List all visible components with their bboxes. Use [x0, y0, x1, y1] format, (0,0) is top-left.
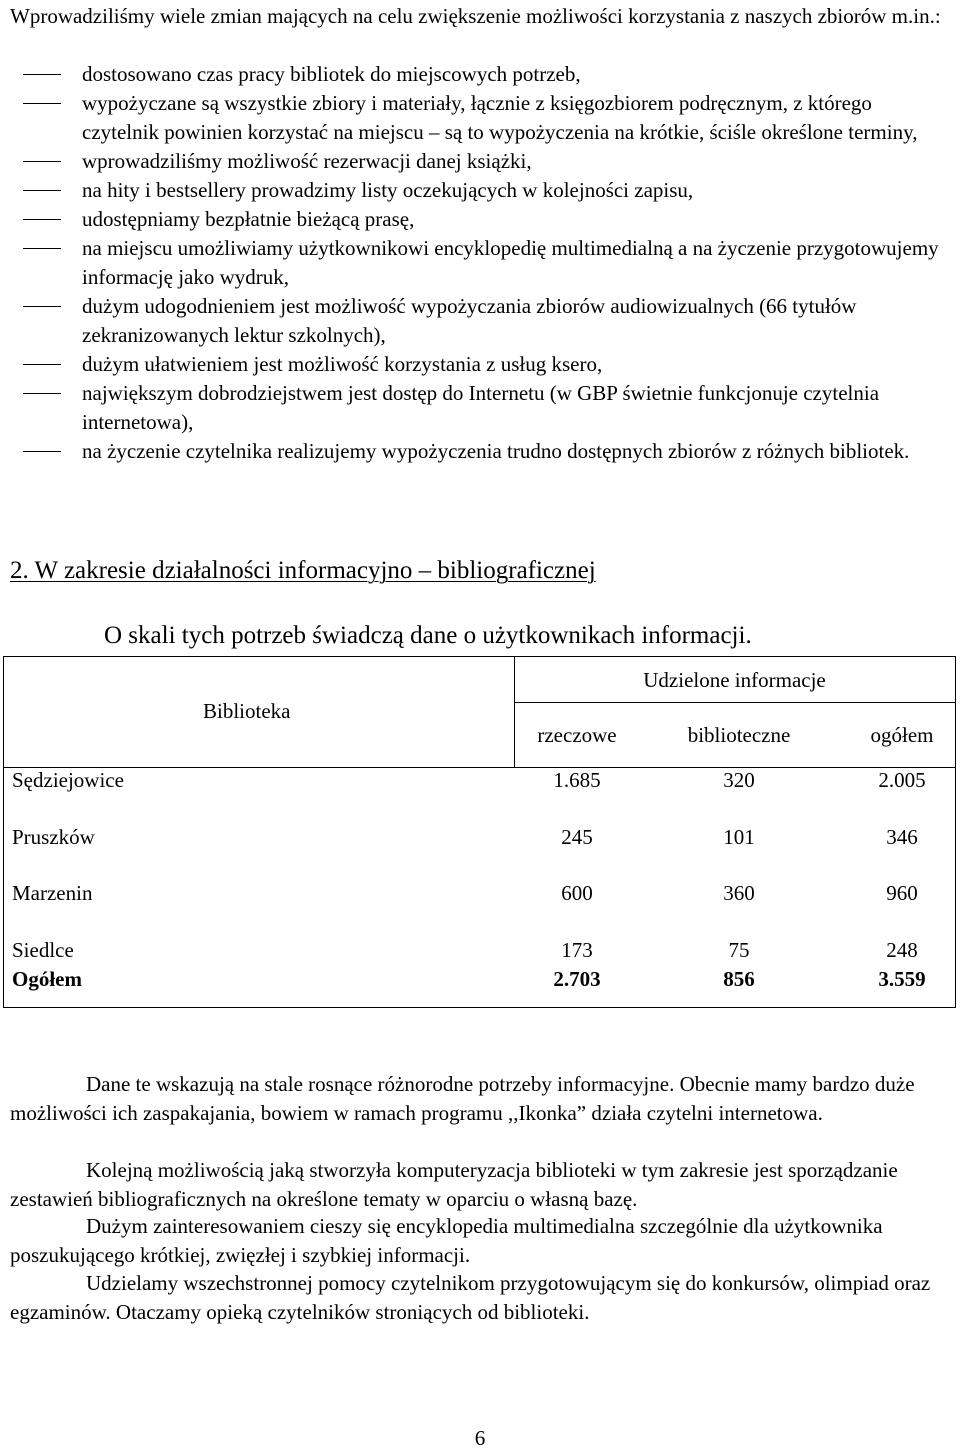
row-total: 248 [886, 938, 918, 962]
total-factual: 2.703 [553, 967, 601, 991]
body-paragraph: Udzielamy wszechstronnej pomocy czytelnikom przygotowującym się do konkursów, olimpiad oraz egzaminów. Otaczamy opieką czytelników stroniących od biblioteki. [10, 1271, 931, 1324]
list-item: udostępniamy bezpłatnie bieżącą prasę, [10, 205, 950, 234]
information-table [3, 656, 956, 1008]
row-total: 346 [886, 825, 918, 849]
list-item: na życzenie czytelnika realizujemy wypożyczenia trudno dostępnych zbiorów z różnych bibliotek. [10, 437, 950, 466]
intro-paragraph: Wprowadziliśmy wiele zmian mających na celu zwiększenie możliwości korzystania z naszych zbiorów m.in.: [10, 4, 941, 28]
total-library-info: 856 [723, 967, 755, 991]
row-library-name: Marzenin [12, 881, 93, 905]
body-paragraph: Dane te wskazują na stale rosnące różnorodne potrzeby informacyjne. Obecnie mamy bardzo duże możliwości ich zaspakajania, bowiem w ramach programu ,,Ikonka” działa czytelni internetowa. [10, 1072, 915, 1125]
body-paragraph: Dużym zainteresowaniem cieszy się encyklopedia multimedialna szczególnie dla użytkownika poszukującego krótkiej, zwięzłej i szybkiej informacji. [10, 1214, 883, 1267]
header-factual: rzeczowe [537, 723, 617, 747]
header-library-info: biblioteczne [687, 723, 791, 747]
row-library-name: Sędziejowice [12, 768, 124, 792]
header-library: Biblioteka [203, 699, 291, 723]
list-item: wprowadziliśmy możliwość rezerwacji danej książki, [10, 147, 950, 176]
row-library-name: Pruszków [12, 825, 95, 849]
row-total: 2.005 [878, 768, 926, 792]
row-library-name: Siedlce [12, 938, 74, 962]
row-factual: 173 [561, 938, 593, 962]
section-heading: 2. W zakresie działalności informacyjno – bibliograficznej [10, 557, 596, 584]
row-factual: 600 [561, 881, 593, 905]
list-item: największym dobrodziejstwem jest dostęp do Internetu (w GBP świetnie funkcjonuje czytelnia internetowa), [10, 379, 950, 437]
page-number: 6 [474, 1426, 486, 1450]
row-total: 960 [886, 881, 918, 905]
list-item: wypożyczane są wszystkie zbiory i materiały, łącznie z księgozbiorem podręcznym, z którego czytelnik powinien korzystać na miejscu – są to wypożyczenia na krótkie, ściśle określone terminy, [10, 89, 950, 147]
list-item: dostosowano czas pracy bibliotek do miejscowych potrzeb, [10, 60, 950, 89]
row-library-info: 75 [728, 938, 750, 962]
table-divider [514, 702, 955, 703]
row-library-info: 360 [723, 881, 755, 905]
total-label: Ogółem [12, 967, 82, 991]
measures-list [10, 60, 950, 466]
header-total: ogółem [870, 723, 934, 747]
list-item: na hity i bestsellery prowadzimy listy oczekujących w kolejności zapisu, [10, 176, 950, 205]
row-factual: 1.685 [553, 768, 601, 792]
row-library-info: 320 [723, 768, 755, 792]
body-paragraph: Kolejną możliwością jaką stworzyła komputeryzacja biblioteki w tym zakresie jest sporządzanie zestawień bibliograficznych na określone tematy w oparciu o własną bazę. [10, 1158, 898, 1211]
list-item: na miejscu umożliwiamy użytkownikowi encyklopedię multimedialną a na życzenie przygotowujemy informację jako wydruk, [10, 234, 950, 292]
list-item: dużym ułatwieniem jest możliwość korzystania z usług ksero, [10, 350, 950, 379]
table-caption: O skali tych potrzeb świadczą dane o użytkownikach informacji. [104, 622, 752, 649]
total-total: 3.559 [878, 967, 926, 991]
header-group: Udzielone informacje [643, 668, 826, 692]
row-factual: 245 [561, 825, 593, 849]
list-item: dużym udogodnieniem jest możliwość wypożyczania zbiorów audiowizualnych (66 tytułów zekranizowanych lektur szkolnych), [10, 292, 950, 350]
row-library-info: 101 [723, 825, 755, 849]
